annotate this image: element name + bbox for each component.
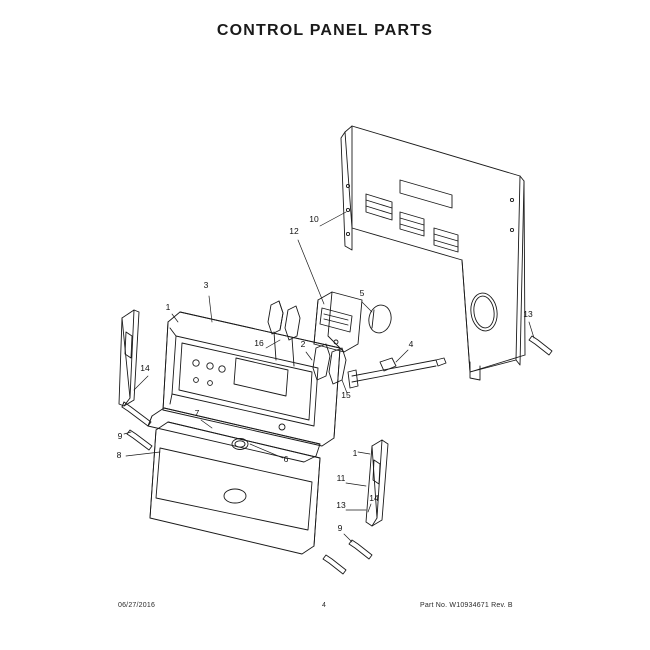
footer-part-number: Part No. W10934671 Rev. B — [420, 602, 513, 609]
callout-1-right: 1 — [352, 448, 358, 458]
callout-7: 7 — [194, 408, 200, 418]
callout-14-left: 14 — [140, 363, 150, 373]
control-panel-face — [163, 312, 340, 450]
callout-12: 12 — [289, 226, 299, 236]
knob — [366, 303, 393, 335]
callout-14-lower: 14 — [369, 493, 379, 503]
callout-11: 11 — [336, 473, 346, 483]
callout-6: 6 — [283, 454, 289, 464]
callout-16: 16 — [254, 338, 264, 348]
callout-13-right: 13 — [523, 309, 533, 319]
page-title: CONTROL PANEL PARTS — [216, 22, 434, 39]
screw-group — [122, 336, 552, 574]
callout-15: 15 — [341, 390, 351, 400]
leader-lines — [124, 212, 534, 542]
callout-4: 4 — [408, 339, 414, 349]
exploded-diagram — [0, 60, 650, 580]
rear-panel-shape — [341, 126, 525, 380]
page-footer — [0, 602, 650, 616]
callout-2: 2 — [300, 339, 306, 349]
footer-page-number: 4 — [322, 602, 326, 609]
callout-1: 1 — [165, 302, 171, 312]
left-end-cap — [119, 310, 139, 406]
footer-date: 06/27/2016 — [118, 602, 156, 609]
right-end-cap — [366, 440, 388, 526]
diagram-svg — [0, 60, 650, 580]
callout-3: 3 — [203, 280, 209, 290]
callout-labels — [117, 214, 533, 533]
callout-9-lower: 9 — [337, 523, 343, 533]
callout-5: 5 — [359, 288, 365, 298]
control-board — [314, 292, 362, 352]
lower-front-panel — [148, 408, 320, 554]
callout-9-left: 9 — [117, 431, 123, 441]
callout-10: 10 — [309, 214, 319, 224]
rod-assembly — [348, 358, 446, 388]
callout-8: 8 — [116, 450, 122, 460]
callout-13-lower: 13 — [336, 500, 346, 510]
